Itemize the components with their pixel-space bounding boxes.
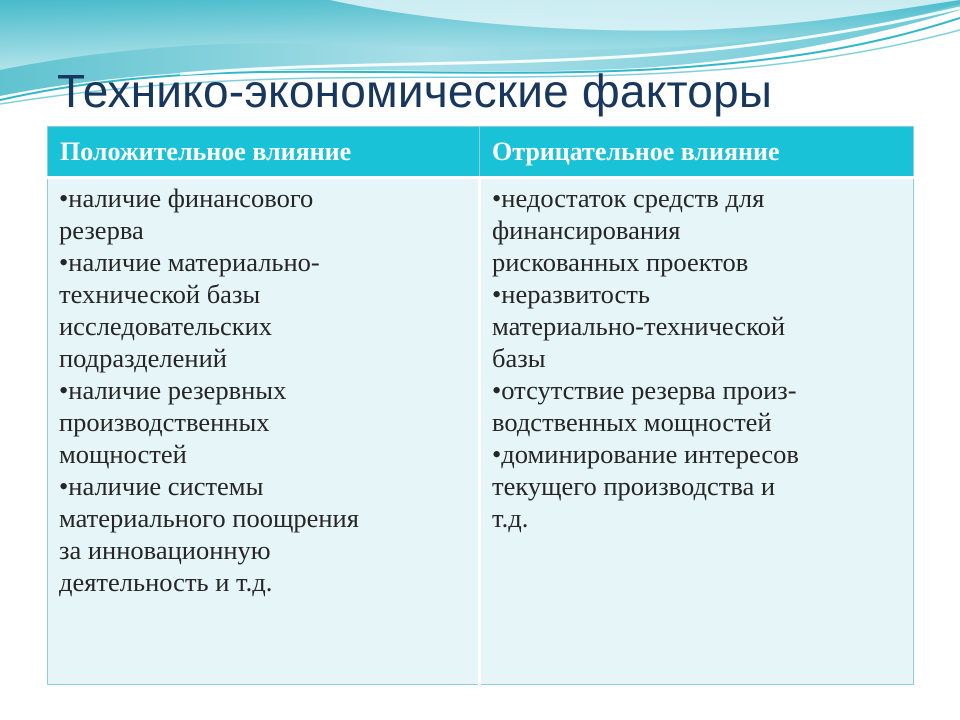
negative-factor-line: т.д.	[492, 503, 529, 533]
negative-factor-line: финансирования	[492, 215, 681, 245]
positive-factor-line: технической базы	[59, 279, 261, 309]
positive-factor-line: резерва	[59, 215, 144, 245]
table-body-row	[48, 178, 914, 685]
positive-factor-line: за инновационную	[59, 535, 271, 565]
positive-factor-line: •наличие материально-	[59, 247, 320, 277]
negative-factor-line: водственных мощностей	[492, 407, 772, 437]
negative-factor-line: рискованных проектов	[492, 247, 749, 277]
positive-factor-line: мощностей	[59, 439, 187, 469]
positive-influence-header: Положительное влияние	[48, 127, 480, 178]
positive-factor-line: производственных	[59, 407, 270, 437]
negative-factors-cell	[480, 178, 914, 685]
negative-factor-line: •недостаток средств для	[492, 183, 765, 213]
table-header-row	[48, 127, 914, 178]
positive-factor-line: исследовательских	[59, 311, 273, 341]
positive-factors-cell	[48, 178, 480, 685]
positive-factor-line: •наличие системы	[59, 471, 264, 501]
positive-factor-line: деятельность и т.д.	[59, 567, 273, 597]
negative-factor-line: •отсутствие резерва произ-	[492, 375, 797, 405]
slide-title: Технико-экономические факторы	[57, 65, 773, 117]
positive-factor-line: •наличие резервных	[59, 375, 287, 405]
negative-factor-line: •неразвитость	[492, 279, 650, 309]
negative-factor-line: текущего производства и	[492, 471, 776, 501]
positive-factor-line: материального поощрения	[59, 503, 359, 533]
negative-influence-header: Отрицательное влияние	[480, 127, 914, 178]
positive-factor-line: •наличие финансового	[59, 183, 314, 213]
negative-factor-line: материально-технической	[492, 311, 786, 341]
negative-factor-line: базы	[492, 343, 546, 373]
factors-table	[47, 126, 914, 685]
negative-factor-line: •доминирование интересов	[492, 439, 799, 469]
positive-factor-line: подразделений	[59, 343, 227, 373]
